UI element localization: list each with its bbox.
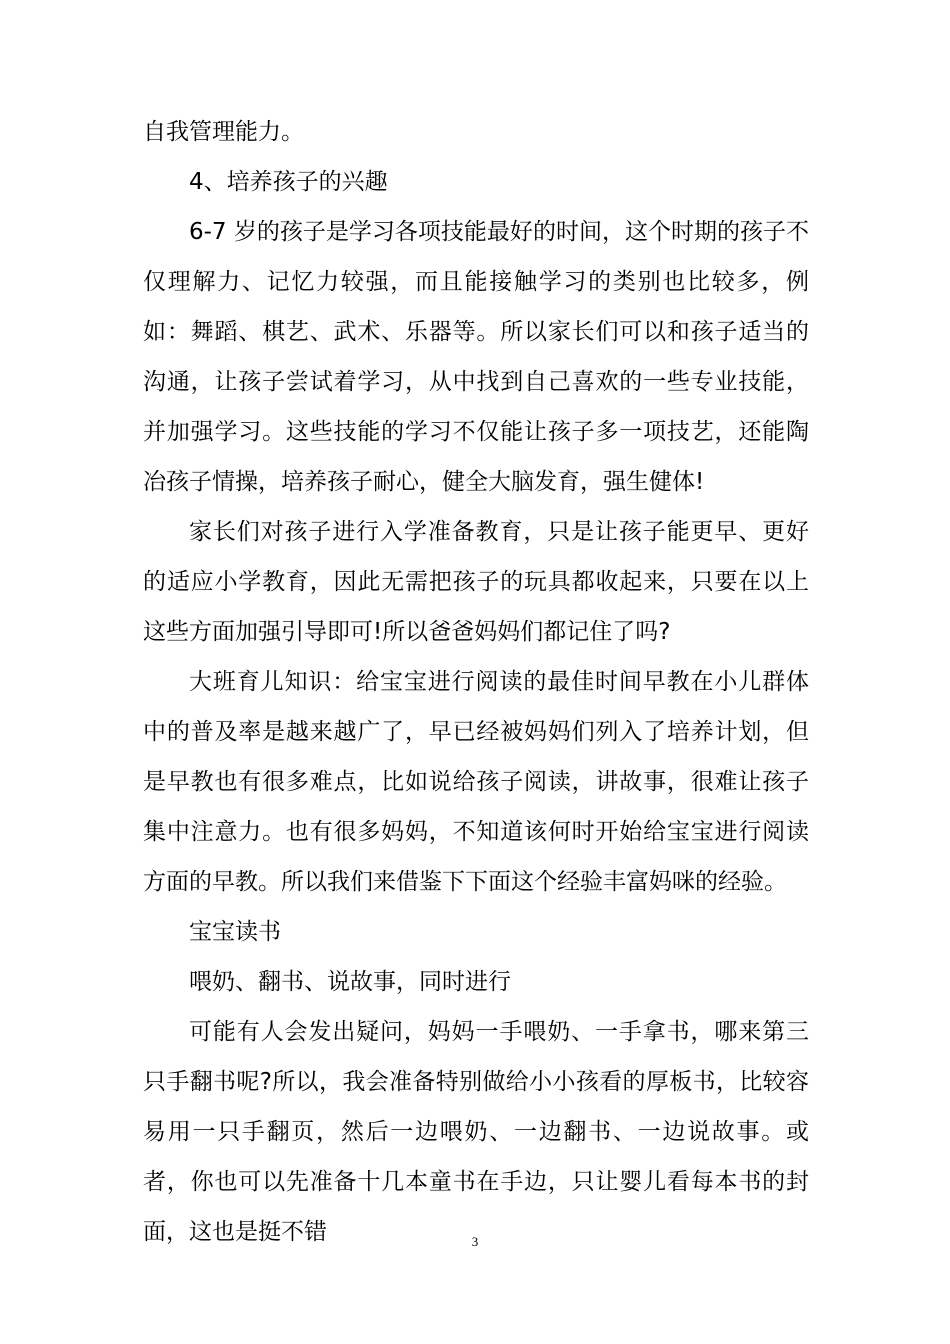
paragraph-1: 自我管理能力。 <box>143 119 304 145</box>
page-number: 3 <box>471 1234 479 1249</box>
paragraph-3: 6-7 岁的孩子是学习各项技能最好的时间，这个时期的孩子不仅理解力、记忆力较强，而且能接触学习的类别也比较多，例如：舞蹈、棋艺、武术、乐器等。所以家长们可以和孩子适当的沟通，让孩子尝试着学习，从中找到自己喜欢的一些专业技能，并加强学习。这些技能的学习不仅能让孩子多一项技艺，还能陶冶孩子情操，培养孩子耐心，健全大脑发育，强生健体! <box>143 219 809 495</box>
document-body <box>143 107 809 1257</box>
paragraph-4: 家长们对孩子进行入学准备教育，只是让孩子能更早、更好的适应小学教育，因此无需把孩子的玩具都收起来，只要在以上这些方面加强引导即可!所以爸爸妈妈们都记住了吗? <box>143 519 809 645</box>
paragraph-8: 可能有人会发出疑问，妈妈一手喂奶、一手拿书，哪来第三只手翻书呢?所以，我会准备特别做给小小孩看的厚板书，比较容易用一只手翻页，然后一边喂奶、一边翻书、一边说故事。或者，你也可以先准备十几本童书在手边，只让婴儿看每本书的封面，这也是挺不错 <box>143 1019 809 1245</box>
section-heading-interests: 4、培养孩子的兴趣 <box>189 169 388 195</box>
section-heading-baby-reading: 宝宝读书 <box>189 919 281 945</box>
subheading-feeding-reading: 喂奶、翻书、说故事，同时进行 <box>189 969 511 995</box>
paragraph-5: 大班育儿知识：给宝宝进行阅读的最佳时间早教在小儿群体中的普及率是越来越广了，早已经被妈妈们列入了培养计划，但是早教也有很多难点，比如说给孩子阅读，讲故事，很难让孩子集中注意力。也有很多妈妈，不知道该何时开始给宝宝进行阅读方面的早教。所以我们来借鉴下下面这个经验丰富妈咪的经验。 <box>143 669 809 895</box>
